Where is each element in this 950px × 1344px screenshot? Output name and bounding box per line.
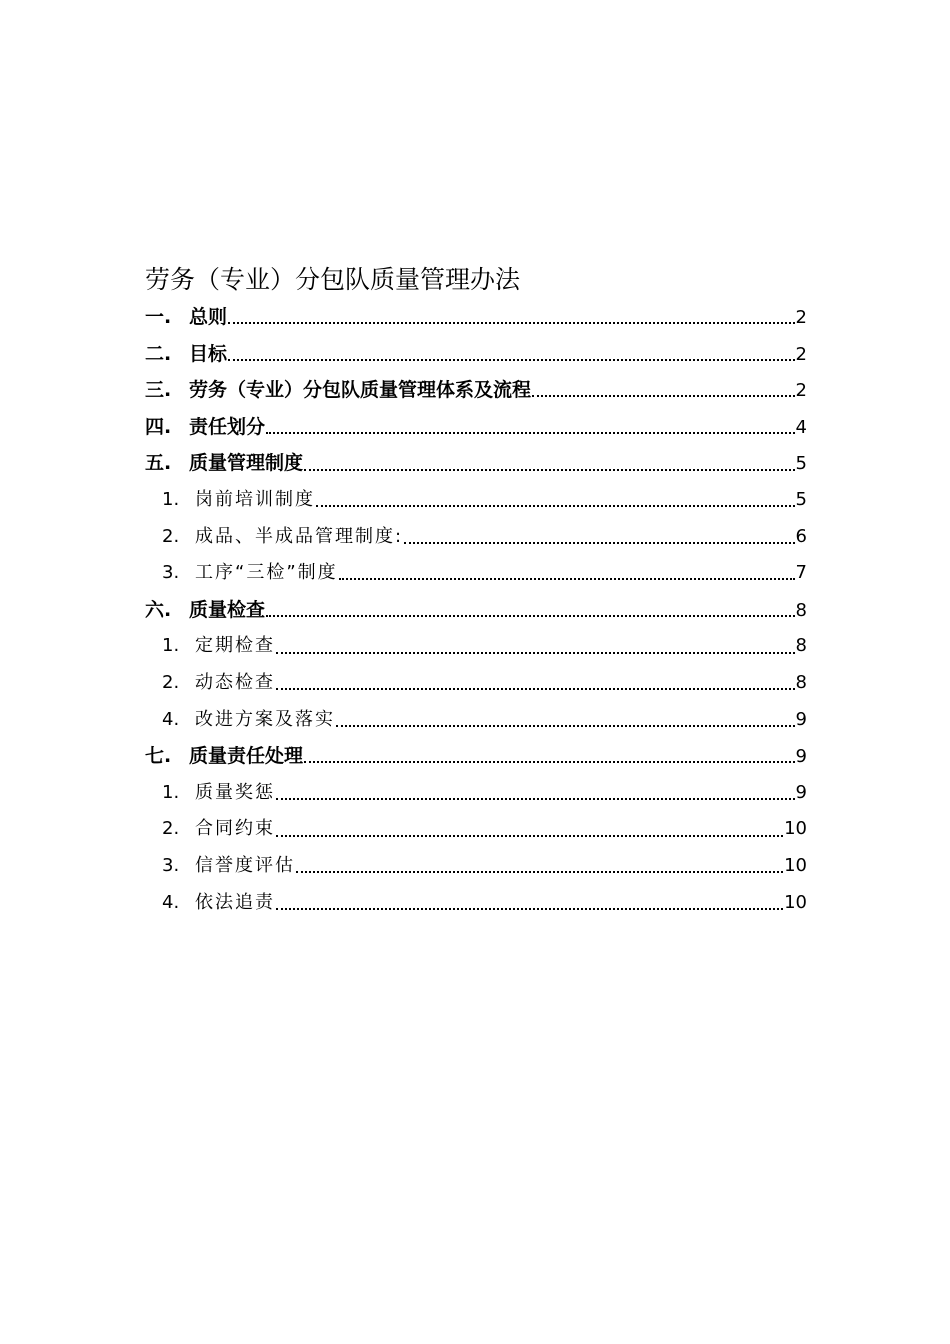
- toc-entry-title: 质量奖惩: [195, 781, 275, 803]
- toc-entry-page: 5: [795, 488, 807, 510]
- toc-entry-title: 工序“三检”制度: [195, 562, 338, 584]
- toc-entry[interactable]: [145, 409, 807, 446]
- toc-dot-leader: [276, 637, 795, 657]
- toc-dot-leader: [228, 307, 795, 327]
- toc-entry-number: 七.: [145, 745, 172, 768]
- toc-entry-number: 3.: [162, 854, 180, 876]
- toc-entry-page: 2: [795, 307, 807, 328]
- toc-entry-title: 定期检查: [195, 635, 275, 657]
- toc-subentry[interactable]: [145, 811, 807, 848]
- toc-dot-leader: [404, 527, 794, 547]
- toc-entry-number: 3.: [162, 562, 180, 584]
- toc-subentry[interactable]: [145, 848, 807, 885]
- toc-dot-leader: [276, 820, 783, 840]
- toc-dot-leader: [276, 673, 795, 693]
- toc-dot-leader: [339, 563, 795, 583]
- toc-dot-leader: [266, 417, 795, 437]
- toc-entry-title: 质量管理制度: [189, 452, 304, 475]
- toc-entry-number: 2.: [162, 671, 180, 693]
- toc-entry-number: 五.: [145, 452, 172, 475]
- toc-entry-title: 质量责任处理: [189, 745, 304, 768]
- toc-entry[interactable]: [145, 372, 807, 409]
- toc-entry-number: 2.: [162, 525, 180, 547]
- toc-entry-page: 2: [795, 343, 807, 365]
- toc-entry-page: 9: [795, 746, 807, 768]
- toc-entry-number: 三.: [145, 379, 172, 402]
- toc-entry-title: 总则: [189, 306, 228, 328]
- toc-entry-title: 目标: [189, 342, 228, 365]
- toc-entry-page: 6: [795, 525, 807, 547]
- toc-subentry[interactable]: [145, 775, 807, 812]
- toc-entry-number: 二.: [145, 342, 172, 365]
- toc-entry-number: 一.: [145, 306, 172, 328]
- toc-entry-page: 9: [795, 708, 807, 730]
- toc-entry-title: 质量检查: [189, 598, 266, 621]
- toc-entry-page: 8: [795, 635, 807, 657]
- toc-dot-leader: [532, 380, 795, 400]
- toc-entry-title: 依法追责: [195, 891, 275, 913]
- toc-dot-leader: [316, 490, 795, 510]
- toc-entry[interactable]: [145, 738, 807, 775]
- toc-dot-leader: [296, 856, 783, 876]
- toc-entry-page: 7: [795, 562, 807, 584]
- toc-entry[interactable]: [145, 336, 807, 373]
- toc-entry-page: 10: [784, 891, 807, 913]
- toc-entry-number: 1.: [162, 781, 180, 803]
- toc-entry-page: 8: [795, 671, 807, 693]
- toc-entry-number: 4.: [162, 708, 180, 730]
- document-title: 劳务（专业）分包队质量管理办法: [145, 265, 521, 294]
- toc-entry[interactable]: [145, 592, 807, 629]
- toc-dot-leader: [266, 600, 795, 620]
- toc-entry-number: 1.: [162, 488, 180, 510]
- toc-entry-title: 合同约束: [195, 818, 275, 840]
- toc-entry-page: 9: [795, 781, 807, 803]
- toc-entry-number: 六.: [145, 598, 172, 621]
- toc-entry-page: 2: [795, 380, 807, 402]
- toc-subentry[interactable]: [145, 665, 807, 702]
- toc-entry-title: 动态检查: [195, 671, 275, 693]
- toc-entry-title: 成品、半成品管理制度:: [195, 525, 404, 547]
- toc-entry-title: 责任划分: [189, 415, 266, 438]
- toc-entry-title: 岗前培训制度: [195, 488, 315, 510]
- toc-dot-leader: [304, 746, 795, 766]
- toc-subentry[interactable]: [145, 885, 807, 922]
- toc-entry[interactable]: [145, 445, 807, 482]
- toc-entry-title: 劳务（专业）分包队质量管理体系及流程: [189, 379, 532, 402]
- toc-entry[interactable]: [145, 299, 807, 336]
- toc-dot-leader: [336, 710, 795, 730]
- toc-subentry[interactable]: [145, 702, 807, 739]
- toc-entry-page: 10: [784, 854, 807, 876]
- toc-subentry[interactable]: [145, 628, 807, 665]
- toc-entry-page: 8: [795, 599, 807, 621]
- toc-dot-leader: [228, 344, 795, 364]
- toc-dot-leader: [276, 893, 783, 913]
- toc-entry-title: 改进方案及落实: [195, 708, 335, 730]
- toc-entry-number: 四.: [145, 415, 172, 438]
- table-of-contents: [145, 299, 807, 921]
- toc-entry-page: 4: [795, 416, 807, 438]
- toc-entry-title: 信誉度评估: [195, 854, 295, 876]
- toc-entry-number: 2.: [162, 818, 180, 840]
- toc-dot-leader: [304, 454, 795, 474]
- toc-entry-number: 4.: [162, 891, 180, 913]
- toc-entry-page: 10: [784, 818, 807, 840]
- toc-subentry[interactable]: [145, 555, 807, 592]
- toc-entry-number: 1.: [162, 635, 180, 657]
- toc-subentry[interactable]: [145, 519, 807, 556]
- toc-subentry[interactable]: [145, 482, 807, 519]
- toc-entry-page: 5: [795, 453, 807, 475]
- toc-dot-leader: [276, 783, 795, 803]
